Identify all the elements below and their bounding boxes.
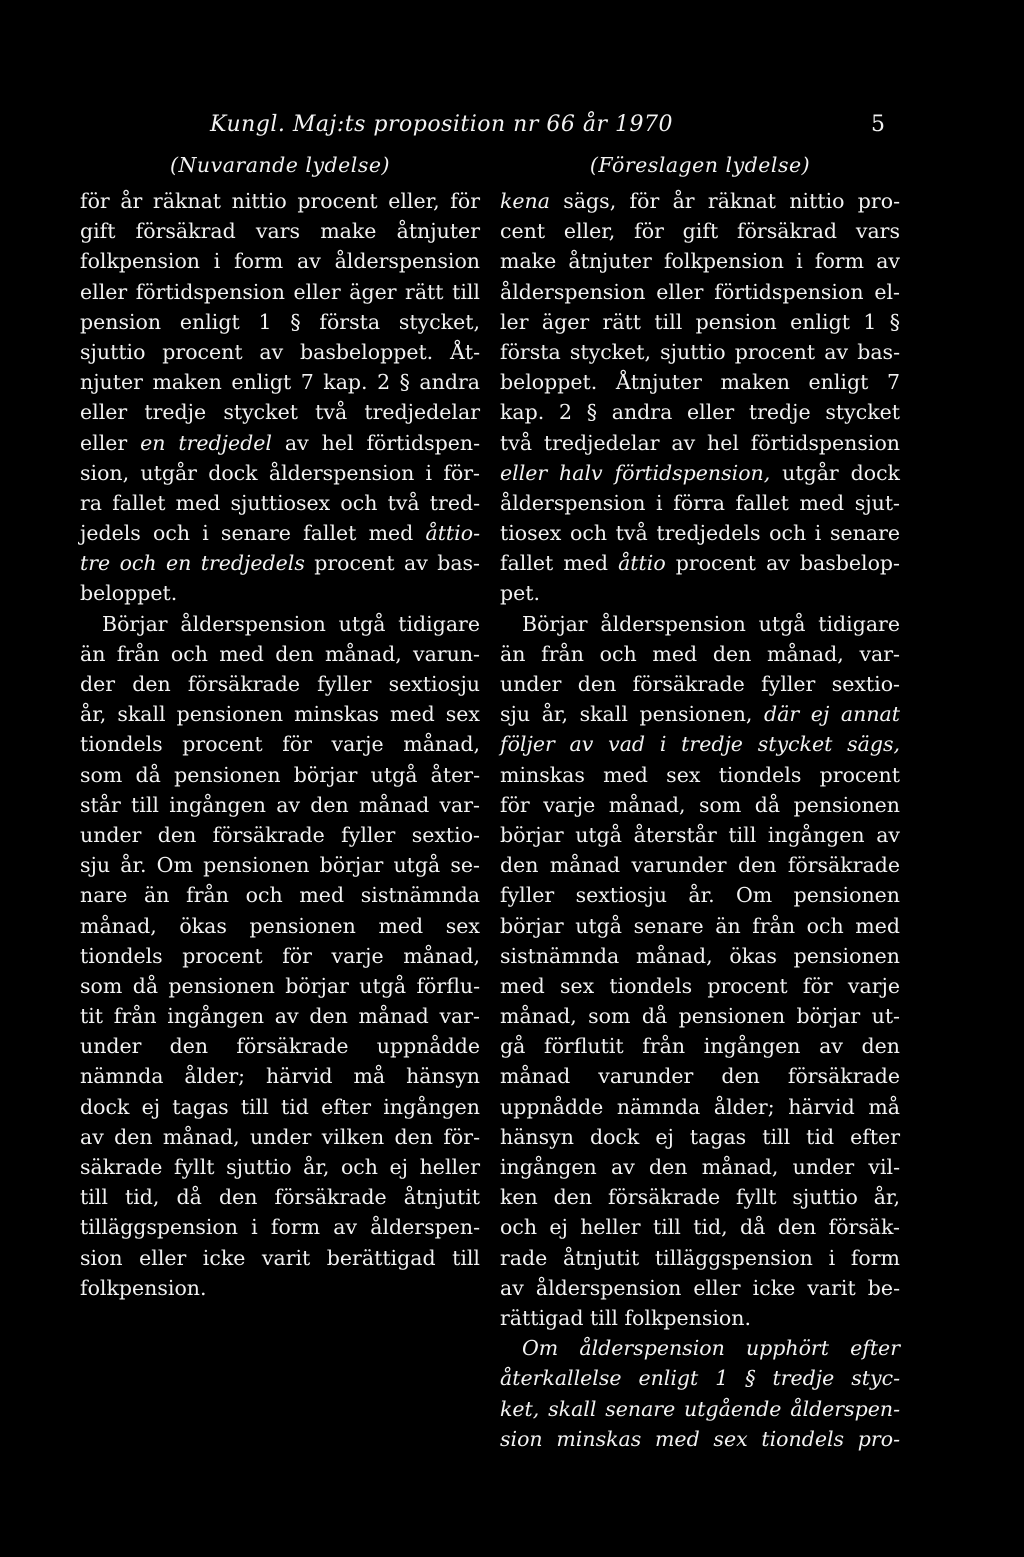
text-segment: år, skall pensionen minskas med sex xyxy=(80,702,480,727)
text-segment: sju år. Om pensionen börjar utgå se- xyxy=(80,853,480,878)
text-segment: fyller sextiosju år. Om pensionen xyxy=(500,883,900,908)
text-segment: eller xyxy=(80,430,141,455)
italic-text-segment: eller halv förtidspension, xyxy=(500,460,771,485)
text-segment: tiondels procent för varje månad, xyxy=(80,943,480,968)
text-line xyxy=(80,277,480,307)
text-segment: folkpension. xyxy=(80,1275,207,1300)
text-line xyxy=(500,820,900,850)
text-line xyxy=(500,367,900,397)
text-segment: månad, ökas pensionen med sex xyxy=(80,913,480,938)
text-line xyxy=(500,458,900,488)
text-line xyxy=(80,488,480,518)
current-wording-column xyxy=(80,150,480,1303)
text-segment: der den försäkrade fyller sextiosju xyxy=(80,672,480,696)
text-segment: Börjar ålderspension utgå tidigare xyxy=(522,611,900,636)
text-line xyxy=(500,1061,900,1091)
italic-text-segment: återkallelse enligt 1 § tredje styc- xyxy=(500,1366,900,1391)
text-line xyxy=(500,216,900,246)
text-segment: sjuttio procent av basbeloppet. Åt- xyxy=(80,339,480,364)
text-segment: under den försäkrade uppnådde xyxy=(80,1034,480,1059)
current-wording-heading: (Nuvarande lydelse) xyxy=(169,153,391,177)
text-line xyxy=(80,820,480,850)
proposed-wording-heading: (Föreslagen lydelse) xyxy=(589,153,811,177)
text-segment: tiondels procent för varje månad, xyxy=(80,732,480,757)
text-segment: under den försäkrade fyller sextio- xyxy=(80,822,480,847)
text-line xyxy=(500,880,900,910)
text-segment: minskas med sex tiondels procent xyxy=(500,762,900,787)
text-segment: beloppet. Åtnjuter maken enligt 7 xyxy=(500,370,900,395)
text-line xyxy=(80,729,480,759)
text-line xyxy=(80,1243,480,1273)
text-line xyxy=(500,1243,900,1273)
text-line xyxy=(80,216,480,246)
text-segment: hänsyn dock ej tagas till tid efter xyxy=(500,1124,900,1149)
text-line xyxy=(80,699,480,729)
text-line xyxy=(500,548,900,578)
text-segment: säkrade fyllt sjuttio år, och ej heller xyxy=(80,1155,480,1179)
text-line xyxy=(500,699,900,729)
text-segment: dock ej tagas till tid efter ingången xyxy=(80,1094,480,1119)
text-line xyxy=(80,186,480,216)
text-segment: tilläggspension i form av ålderspen- xyxy=(80,1215,480,1240)
text-segment: tiosex och två tredjedels och i senare xyxy=(500,521,900,546)
text-segment: pet. xyxy=(500,581,541,606)
text-line xyxy=(500,760,900,790)
text-line xyxy=(500,578,900,608)
text-line xyxy=(80,669,480,699)
text-segment: nämnda ålder; härvid må hänsyn xyxy=(80,1064,480,1089)
text-line xyxy=(500,428,900,458)
text-line xyxy=(80,1273,480,1303)
text-line xyxy=(80,1152,480,1182)
text-segment: av ålderspension eller icke varit be- xyxy=(500,1275,900,1300)
text-segment: procent av basbelop- xyxy=(665,551,900,576)
text-segment: sion eller icke varit berättigad till xyxy=(80,1245,480,1270)
text-line xyxy=(80,397,480,427)
text-segment: nare än från och med sistnämnda xyxy=(80,883,480,908)
text-line xyxy=(80,850,480,880)
text-segment: sägs, för år räknat nittio pro- xyxy=(549,189,900,213)
running-header-title: Kungl. Maj:ts proposition nr 66 år 1970 xyxy=(210,112,673,137)
text-segment: uppnådde nämnda ålder; härvid må xyxy=(500,1094,900,1119)
text-line xyxy=(500,1122,900,1152)
text-segment: som då pensionen börjar utgå förflu- xyxy=(80,973,480,998)
text-line xyxy=(500,397,900,427)
italic-text-segment: där ej annat xyxy=(764,702,900,727)
text-line xyxy=(500,1424,900,1454)
italic-text-segment: en tredjedel xyxy=(140,430,272,455)
italic-text-segment: sion minskas med sex tiondels pro- xyxy=(500,1426,900,1451)
text-line xyxy=(500,1001,900,1031)
italic-text-segment: åttio xyxy=(618,551,666,576)
text-segment: eller tredje stycket två tredjedelar xyxy=(80,400,480,425)
text-segment: första stycket, sjuttio procent av bas- xyxy=(500,339,900,364)
text-line xyxy=(80,337,480,367)
text-segment: ler äger rätt till pension enligt 1 § xyxy=(500,309,900,334)
text-line xyxy=(500,1152,900,1182)
text-segment: kap. 2 § andra eller tredje stycket xyxy=(500,400,900,425)
text-segment: gå förflutit från ingången av den xyxy=(500,1034,900,1059)
text-line xyxy=(80,790,480,820)
text-segment: fallet med xyxy=(500,551,619,576)
text-segment: än från och med den månad, varun- xyxy=(80,641,480,666)
text-line xyxy=(80,578,480,608)
italic-text-segment: följer av vad i tredje stycket sägs, xyxy=(500,732,900,757)
text-segment: ken den försäkrade fyllt sjuttio år, xyxy=(500,1185,900,1210)
text-line xyxy=(80,1122,480,1152)
text-line xyxy=(80,760,480,790)
text-line xyxy=(500,307,900,337)
text-line xyxy=(500,246,900,276)
text-segment: ingången av den månad, under vil- xyxy=(500,1155,900,1179)
text-line xyxy=(500,1394,900,1424)
text-line xyxy=(80,1031,480,1061)
italic-text-segment: tre och en tredjedels xyxy=(80,551,305,576)
text-segment: till tid, då den försäkrade åtnjutit xyxy=(80,1185,480,1210)
text-line xyxy=(500,669,900,699)
text-segment: jedels och i senare fallet med xyxy=(80,521,426,546)
text-segment: den månad varunder den försäkrade xyxy=(500,853,900,878)
text-segment: ålderspension i förra fallet med sjut- xyxy=(500,490,900,515)
text-line xyxy=(500,277,900,307)
italic-text-segment: Om ålderspension upphört efter xyxy=(522,1336,900,1361)
text-line xyxy=(80,639,480,669)
text-line xyxy=(80,428,480,458)
text-line xyxy=(500,488,900,518)
text-segment: för år räknat nittio procent eller, för xyxy=(80,189,480,213)
text-line xyxy=(500,1273,900,1303)
text-line xyxy=(500,1212,900,1242)
text-line xyxy=(500,1333,900,1363)
text-segment: tit från ingången av den månad var- xyxy=(80,1004,480,1029)
text-line xyxy=(500,911,900,941)
text-line xyxy=(80,880,480,910)
text-line xyxy=(500,850,900,880)
text-line xyxy=(500,1303,900,1333)
text-segment: utgår dock xyxy=(770,460,900,485)
text-segment: än från och med den månad, var- xyxy=(500,641,900,666)
text-line xyxy=(80,941,480,971)
text-line xyxy=(80,367,480,397)
italic-text-segment: ket, skall senare utgående ålderspen- xyxy=(500,1396,900,1421)
italic-text-segment: åttio- xyxy=(425,521,480,546)
text-line xyxy=(500,337,900,367)
text-line xyxy=(80,518,480,548)
text-segment: sistnämnda månad, ökas pensionen xyxy=(500,943,900,968)
text-segment: som då pensionen börjar utgå åter- xyxy=(80,762,480,787)
text-line xyxy=(80,307,480,337)
text-line xyxy=(80,1061,480,1091)
text-segment: make åtnjuter folkpension i form av xyxy=(500,249,900,274)
text-line xyxy=(500,941,900,971)
text-segment: av den månad, under vilken den för- xyxy=(80,1124,480,1149)
text-segment: ra fallet med sjuttiosex och två tred- xyxy=(80,490,480,515)
proposed-wording-text xyxy=(500,186,900,1454)
text-segment: rade åtnjutit tilläggspension i form xyxy=(500,1245,900,1270)
text-line xyxy=(500,518,900,548)
text-segment: beloppet. xyxy=(80,581,178,606)
text-line xyxy=(500,1031,900,1061)
text-line xyxy=(80,246,480,276)
text-segment: för varje månad, som då pensionen xyxy=(500,792,900,817)
proposed-wording-column xyxy=(500,150,900,1454)
text-segment: gift försäkrad vars make åtnjuter xyxy=(80,219,480,244)
text-segment: ålderspension eller förtidspension el- xyxy=(500,279,900,304)
text-segment: två tredjedelar av hel förtidspension xyxy=(500,430,900,455)
text-line xyxy=(500,1092,900,1122)
text-line xyxy=(500,790,900,820)
text-segment: folkpension i form av ålderspension xyxy=(80,249,480,274)
italic-text-segment: kena xyxy=(500,189,550,213)
text-line xyxy=(80,609,480,639)
text-segment: börjar utgå återstår till ingången av xyxy=(500,822,900,847)
current-wording-text xyxy=(80,186,480,1303)
text-line xyxy=(80,911,480,941)
text-segment: njuter maken enligt 7 kap. 2 § andra xyxy=(80,370,480,395)
page-number: 5 xyxy=(871,112,885,137)
text-segment: cent eller, för gift försäkrad vars xyxy=(500,219,900,244)
text-segment: står till ingången av den månad var- xyxy=(80,792,480,817)
text-segment: pension enligt 1 § första stycket, xyxy=(80,309,480,334)
text-segment: eller förtidspension eller äger rätt till xyxy=(80,279,480,304)
text-line xyxy=(500,971,900,1001)
text-line xyxy=(500,1363,900,1393)
text-line xyxy=(80,548,480,578)
text-segment: procent av bas- xyxy=(304,551,480,576)
text-segment: månad varunder den försäkrade xyxy=(500,1064,900,1089)
text-segment: och ej heller till tid, då den försäk- xyxy=(500,1215,900,1240)
text-segment: med sex tiondels procent för varje xyxy=(500,973,900,998)
text-line xyxy=(500,186,900,216)
text-segment: sju år, skall pensionen, xyxy=(500,702,765,727)
text-segment: börjar utgå senare än från och med xyxy=(500,913,900,938)
text-segment: sion, utgår dock ålderspension i för- xyxy=(80,460,480,485)
text-segment: under den försäkrade fyller sextio- xyxy=(500,672,900,696)
text-line xyxy=(80,971,480,1001)
text-line xyxy=(80,1001,480,1031)
text-segment: Börjar ålderspension utgå tidigare xyxy=(102,611,480,636)
text-line xyxy=(500,639,900,669)
text-line xyxy=(500,729,900,759)
text-line xyxy=(80,1092,480,1122)
text-segment: av hel förtidspen- xyxy=(271,430,480,455)
text-line xyxy=(500,1182,900,1212)
text-line xyxy=(80,1212,480,1242)
text-segment: rättigad till folkpension. xyxy=(500,1305,751,1330)
text-line xyxy=(500,609,900,639)
text-line xyxy=(80,458,480,488)
text-line xyxy=(80,1182,480,1212)
text-segment: månad, som då pensionen börjar ut- xyxy=(500,1004,900,1029)
